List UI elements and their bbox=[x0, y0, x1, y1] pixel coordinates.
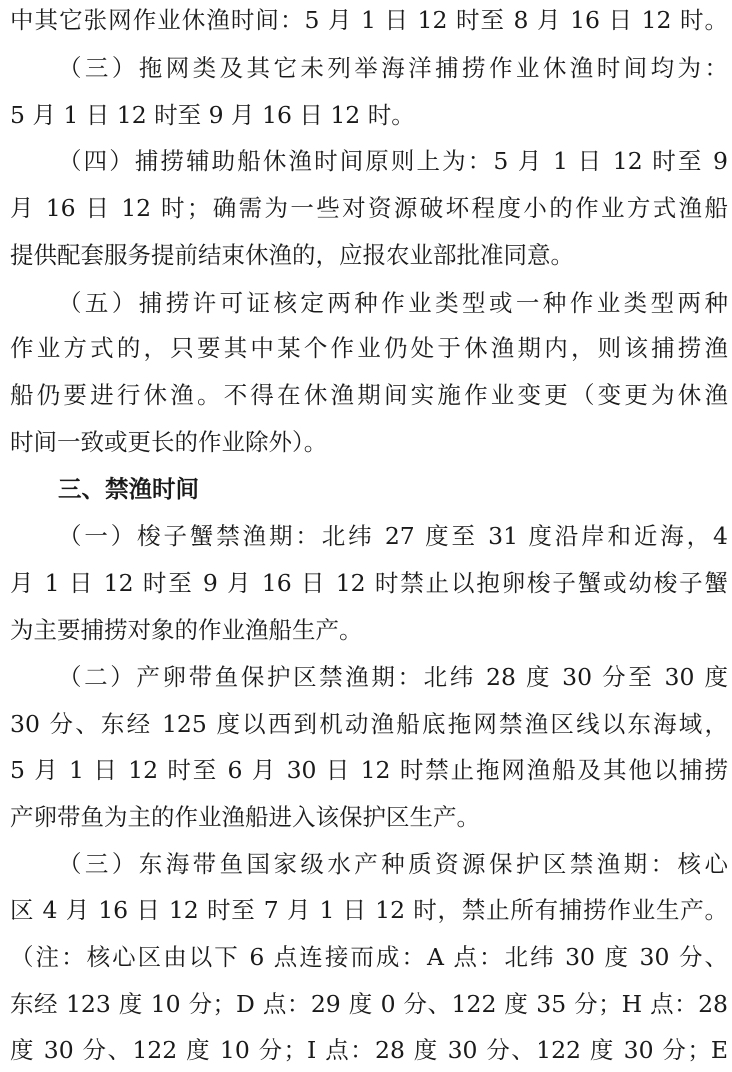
text-line: （三）拖网类及其它未列举海洋捕捞作业休渔时间均为： bbox=[58, 54, 728, 82]
text-line: 提供配套服务提前结束休渔的，应报农业部批准同意。 bbox=[10, 241, 574, 269]
text-line: 5 月 1 日 12 时至 9 月 16 日 12 时。 bbox=[10, 101, 415, 129]
text-line: 月 16 日 12 时；确需为一些对资源破坏程度小的作业方式渔船 bbox=[10, 194, 728, 222]
text-line: 5 月 1 日 12 时至 6 月 30 日 12 时禁止拖网渔船及其他以捕捞 bbox=[10, 756, 728, 784]
text-line: （二）产卵带鱼保护区禁渔期：北纬 28 度 30 分至 30 度 bbox=[58, 663, 728, 691]
text-line: （五）捕捞许可证核定两种作业类型或一种作业类型两种 bbox=[58, 289, 728, 317]
text-line: （一）梭子蟹禁渔期：北纬 27 度至 31 度沿岸和近海，4 bbox=[58, 522, 728, 550]
text-line: 为主要捕捞对象的作业渔船生产。 bbox=[10, 616, 363, 644]
text-line: 30 分、东经 125 度以西到机动渔船底拖网禁渔区线以东海域， bbox=[10, 710, 728, 738]
text-line: （注：核心区由以下 6 点连接而成：A 点：北纬 30 度 30 分、 bbox=[10, 943, 728, 971]
text-line: 区 4 月 16 日 12 时至 7 月 1 日 12 时，禁止所有捕捞作业生产。 bbox=[10, 896, 728, 924]
text-line: 产卵带鱼为主的作业渔船进入该保护区生产。 bbox=[10, 803, 480, 831]
text-line: （四）捕捞辅助船休渔时间原则上为：5 月 1 日 12 时至 9 bbox=[58, 147, 728, 175]
text-line: （三）东海带鱼国家级水产种质资源保护区禁渔期：核心 bbox=[58, 850, 728, 878]
text-line: 月 1 日 12 时至 9 月 16 日 12 时禁止以抱卵梭子蟹或幼梭子蟹 bbox=[10, 569, 728, 597]
text-line: 船仍要进行休渔。不得在休渔期间实施作业变更（变更为休渔 bbox=[10, 381, 728, 409]
text-line: 时间一致或更长的作业除外）。 bbox=[10, 428, 328, 456]
section-heading: 三、禁渔时间 bbox=[58, 475, 199, 503]
text-line: 度 30 分、122 度 10 分；I 点：28 度 30 分、122 度 30 分；E bbox=[10, 1036, 728, 1064]
text-line: 东经 123 度 10 分；D 点：29 度 0 分、122 度 35 分；H 点：28 bbox=[10, 990, 728, 1018]
text-line: 作业方式的，只要其中某个作业仍处于休渔期内，则该捕捞渔 bbox=[10, 334, 728, 362]
text-line: 中其它张网作业休渔时间：5 月 1 日 12 时至 8 月 16 日 12 时。 bbox=[10, 6, 728, 34]
